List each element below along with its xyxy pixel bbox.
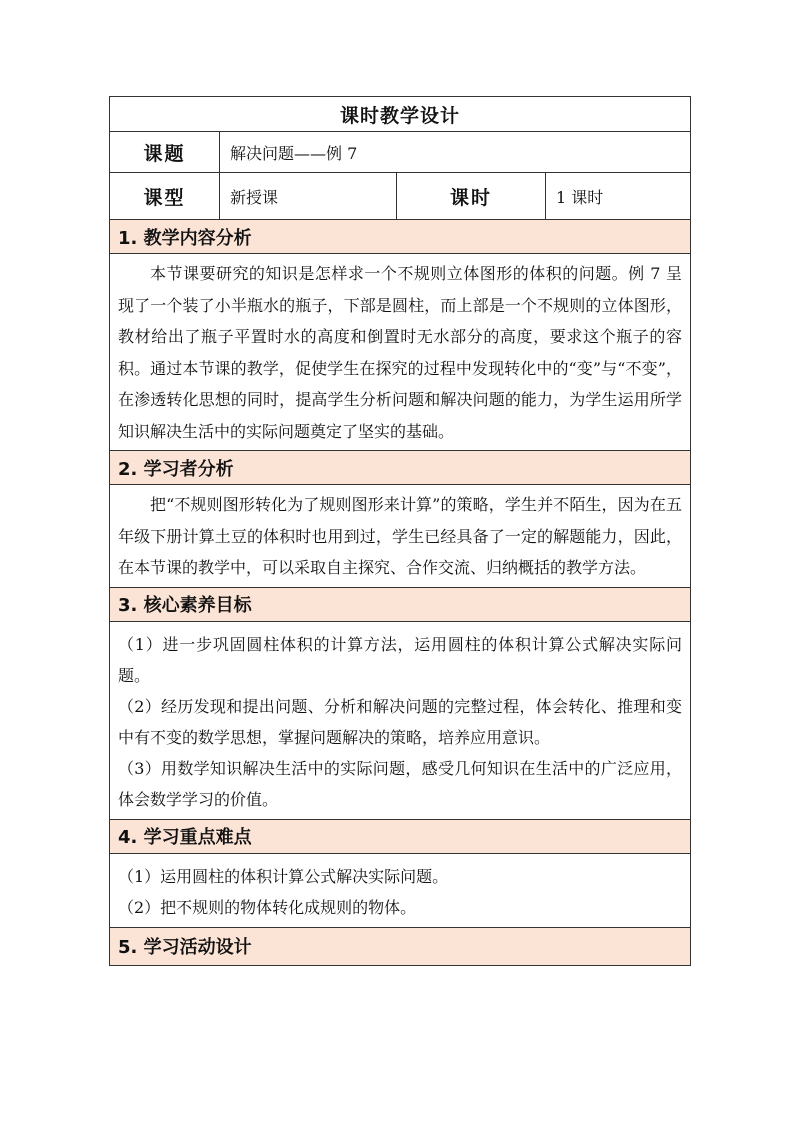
list-item: （3）用数学知识解决生活中的实际问题，感受几何知识在生活中的广泛应用，体会数学学习的价值。 [118, 758, 682, 809]
section-body [110, 254, 691, 451]
list-item: （1）进一步巩固圆柱体积的计算方法，运用圆柱的体积计算公式解决实际问题。 [118, 634, 682, 685]
section-heading: 2. 学习者分析 [110, 451, 691, 485]
hours-value: 1 课时 [556, 187, 604, 207]
type-value: 新授课 [220, 173, 397, 219]
section-body [110, 622, 691, 820]
key-points-list [110, 854, 456, 927]
objectives-list [110, 622, 690, 819]
learner-analysis-text: 把“不规则图形转化为了规则图形来计算”的策略，学生并不陌生，因为在五年级下册计算土豆的体积时也用到过，学生已经具备了一定的解题能力，因此，在本节课的教学中，可以采取自主探究、合作交流、归纳概括的教学方法。 [118, 495, 682, 577]
section-heading: 3. 核心素养目标 [110, 588, 691, 622]
topic-value: 解决问题——例 7 [230, 143, 358, 163]
section-heading: 1. 教学内容分析 [110, 220, 691, 254]
list-item: （2）经历发现和提出问题、分析和解决问题的完整过程，体会转化、推理和变中有不变的数学思想，掌握问题解决的策略，培养应用意识。 [118, 696, 682, 747]
content-analysis-text: 本节课要研究的知识是怎样求一个不规则立体图形的体积的问题。例 7 呈现了一个装了小半瓶水的瓶子，下部是圆柱，而上部是一个不规则的立体图形，教材给出了瓶子平置时水的高度和倒置时无水部分的高度，要求这个瓶子的容积。通过本节课的教学，促使学生在探究的过程中发现转化中的“变”与“不变”，在渗透转化思想的同时，提高学生分析问题和解决问题的能力，为学生运用所学知识解决生活中的实际问题奠定了坚实的基础。 [118, 264, 682, 441]
hours-label: 课时 [397, 173, 546, 219]
page-title: 课时教学设计 [339, 104, 460, 127]
topic-label: 课题 [110, 132, 220, 172]
list-item: （1）运用圆柱的体积计算公式解决实际问题。 [118, 866, 449, 886]
section-heading: 4. 学习重点难点 [110, 820, 691, 854]
table-title-row [110, 97, 691, 132]
lesson-design-table [109, 96, 691, 966]
section-body [110, 485, 691, 588]
type-label: 课型 [110, 173, 220, 219]
list-item: （2）把不规则的物体转化成规则的物体。 [118, 897, 417, 917]
section-body [110, 854, 691, 928]
topic-row [110, 132, 691, 173]
section-heading: 5. 学习活动设计 [110, 928, 691, 966]
type-hours-row [110, 173, 691, 220]
